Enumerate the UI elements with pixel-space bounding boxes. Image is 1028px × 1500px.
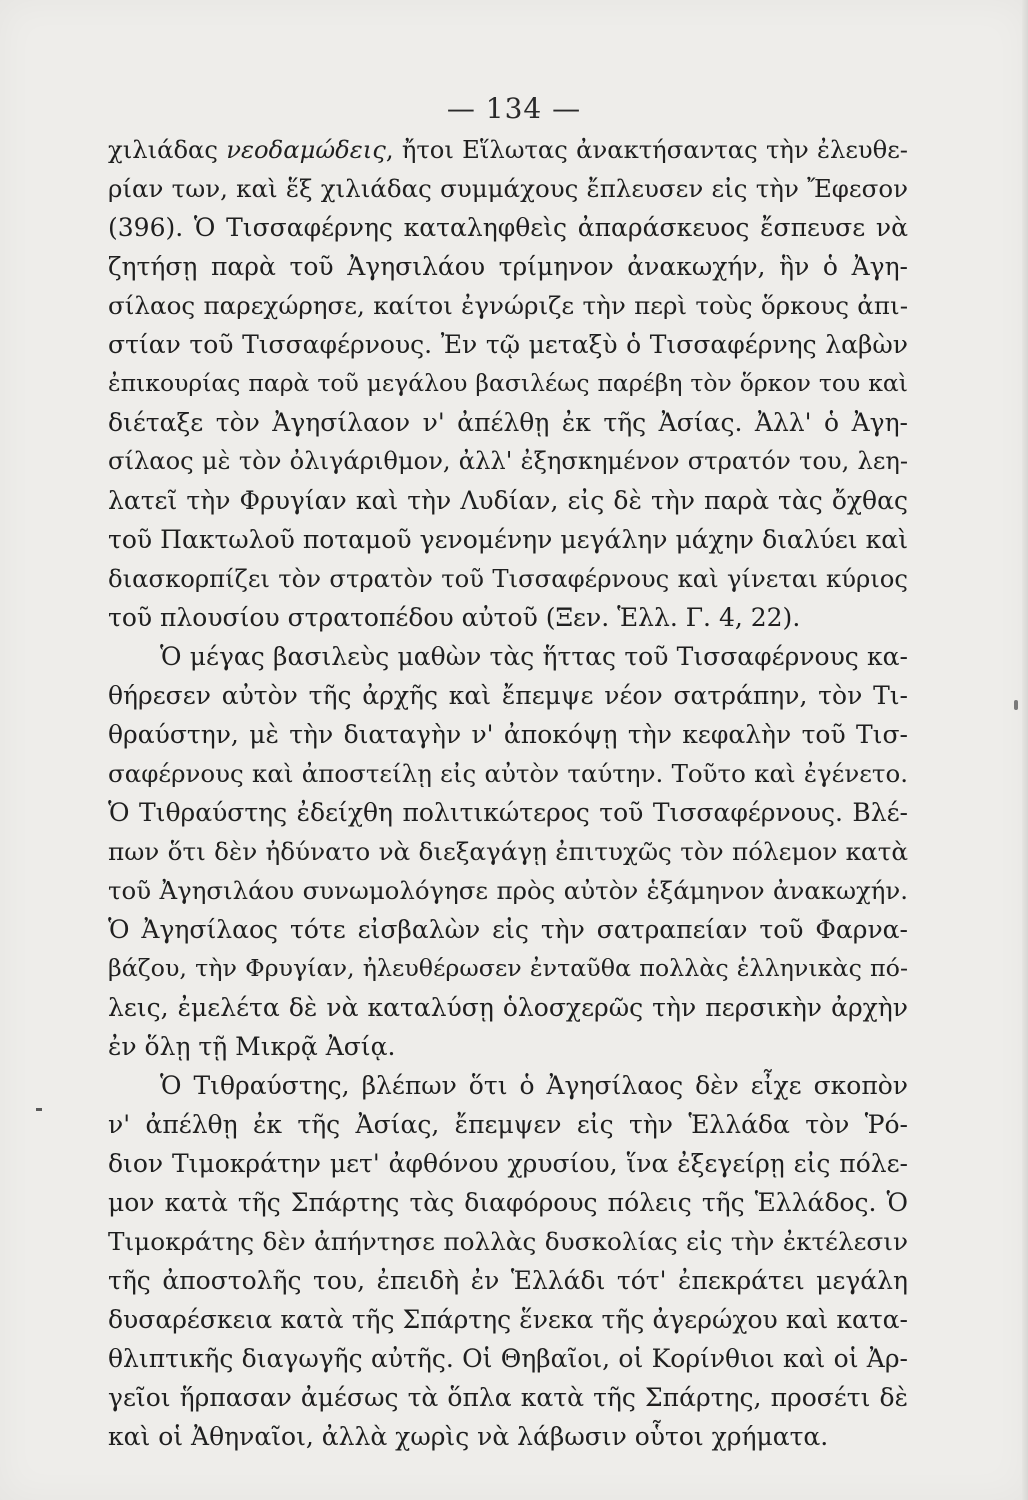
text-line: πων ὅτι δὲν ἠδύνατο νὰ διεξαγάγῃ ἐπιτυχῶς τὸν πόλεμον κατὰ (108, 837, 908, 866)
body-text (108, 130, 908, 1456)
text-line: χιλιάδας νεοδαμώδεις, ἤτοι Εἵλωτας ἀνακτήσαντας τὴν ἐλευθε- (108, 135, 908, 164)
text-line: στίαν τοῦ Τισσαφέρνους. Ἐν τῷ μεταξὺ ὁ Τισσαφέρνης λαβὼν (108, 330, 908, 359)
text-line: Ὁ Τιθραύστης, βλέπων ὅτι ὁ Ἀγησίλαος δὲν εἶχε σκοπὸν (160, 1071, 908, 1100)
italic-term: νεοδαμώδεις (226, 135, 386, 164)
text-line: τοῦ Πακτωλοῦ ποταμοῦ γενομένην μεγάλην μάχην διαλύει καὶ (108, 525, 908, 554)
text-line: Ὁ Ἀγησίλαος τότε εἰσβαλὼν εἰς τὴν σατραπείαν τοῦ Φαρνα- (108, 915, 908, 944)
text-line: τοῦ πλουσίου στρατοπέδου αὐτοῦ (Ξεν. Ἑλλ. Γ. 4, 22). (108, 603, 801, 632)
paragraph (108, 637, 908, 1066)
text-line: σίλαος παρεχώρησε, καίτοι ἐγνώριζε τὴν περὶ τοὺς ὅρκους ἀπι- (108, 291, 908, 320)
text-line: (396). Ὁ Τισσαφέρνης καταληφθεὶς ἀπαράσκευος ἔσπευσε νὰ (108, 213, 908, 242)
text-line: ρίαν των, καὶ ἕξ χιλιάδας συμμάχους ἔπλευσεν εἰς τὴν Ἔφεσον (108, 174, 908, 203)
text-line: ἐπικουρίας παρὰ τοῦ μεγάλου βασιλέως παρέβη τὸν ὅρκον του καὶ (108, 369, 908, 397)
text-line: ἐν ὅλῃ τῇ Μικρᾷ Ἀσίᾳ. (108, 1032, 396, 1061)
text-line: ζητήσῃ παρὰ τοῦ Ἀγησιλάου τρίμηνον ἀνακωχήν, ἣν ὁ Ἀγη- (108, 252, 908, 281)
text-line: τοῦ Ἀγησιλάου συνωμολόγησε πρὸς αὐτὸν ἑξάμηνον ἀνακωχήν. (108, 876, 908, 905)
margin-dash-mark (36, 1108, 42, 1111)
text-line: σαφέρνους καὶ ἀποστείλῃ εἰς αὐτὸν ταύτην. Τοῦτο καὶ ἐγένετο. (108, 759, 908, 788)
text-line: διον Τιμοκράτην μετ' ἀφθόνου χρυσίου, ἵνα ἐξεγείρῃ εἰς πόλε- (108, 1149, 908, 1178)
text-line: θλιπτικῆς διαγωγῆς αὐτῆς. Οἱ Θηβαῖοι, οἱ Κορίνθιοι καὶ οἱ Ἀρ- (108, 1344, 908, 1373)
text-line: Ὁ μέγας βασιλεὺς μαθὼν τὰς ἥττας τοῦ Τισσαφέρνους κα- (160, 642, 908, 671)
text-line: γεῖοι ἥρπασαν ἀμέσως τὰ ὅπλα κατὰ τῆς Σπάρτης, προσέτι δὲ (108, 1383, 908, 1412)
text-line: λατεῖ τὴν Φρυγίαν καὶ τὴν Λυδίαν, εἰς δὲ τὴν παρὰ τὰς ὄχθας (108, 486, 908, 515)
text-line: διασκορπίζει τὸν στρατὸν τοῦ Τισσαφέρνους καὶ γίνεται κύριος (108, 564, 908, 593)
text-line: μον κατὰ τῆς Σπάρτης τὰς διαφόρους πόλεις τῆς Ἑλλάδος. Ὁ (108, 1188, 908, 1217)
text-line: Τιμοκράτης δὲν ἀπήντησε πολλὰς δυσκολίας εἰς τὴν ἐκτέλεσιν (108, 1227, 908, 1256)
text-line: Ὁ Τιθραύστης ἐδείχθη πολιτικώτερος τοῦ Τισσαφέρνους. Βλέ- (108, 798, 908, 827)
text-line: τῆς ἀποστολῆς του, ἐπειδὴ ἐν Ἑλλάδι τότ' ἐπεκράτει μεγάλη (108, 1266, 908, 1295)
text-line: καὶ οἱ Ἀθηναῖοι, ἀλλὰ χωρὶς νὰ λάβωσιν οὗτοι χρήματα. (108, 1422, 829, 1451)
text-line: βάζου, τὴν Φρυγίαν, ἠλευθέρωσεν ἐνταῦθα πολλὰς ἑλληνικὰς πό- (108, 954, 908, 982)
paragraph (108, 1066, 908, 1456)
text-line: θήρεσεν αὐτὸν τῆς ἀρχῆς καὶ ἔπεμψε νέον σατράπην, τὸν Τι- (108, 681, 908, 710)
paragraph (108, 130, 908, 637)
page-edge-shadow (1022, 0, 1028, 1500)
margin-speck-mark (1014, 700, 1018, 710)
text-line: θραύστην, μὲ τὴν διαταγὴν ν' ἀποκόψῃ τὴν κεφαλὴν τοῦ Τισ- (108, 720, 908, 749)
text-line: λεις, ἐμελέτα δὲ νὰ καταλύσῃ ὁλοσχερῶς τὴν περσικὴν ἀρχὴν (108, 993, 908, 1022)
text-line: σίλαος μὲ τὸν ὀλιγάριθμον, ἀλλ' ἐξησκημένον στρατόν του, λεη- (108, 447, 908, 475)
text-line: ν' ἀπέλθῃ ἐκ τῆς Ἀσίας, ἔπεμψεν εἰς τὴν Ἑλλάδα τὸν Ῥό- (108, 1110, 908, 1139)
page-number: — 134 — (446, 92, 582, 125)
text-line: δυσαρέσκεια κατὰ τῆς Σπάρτης ἕνεκα τῆς ἀγερώχου καὶ κατα- (108, 1305, 908, 1334)
text-line: διέταξε τὸν Ἀγησίλαον ν' ἀπέλθῃ ἐκ τῆς Ἀσίας. Ἀλλ' ὁ Ἀγη- (108, 408, 908, 437)
